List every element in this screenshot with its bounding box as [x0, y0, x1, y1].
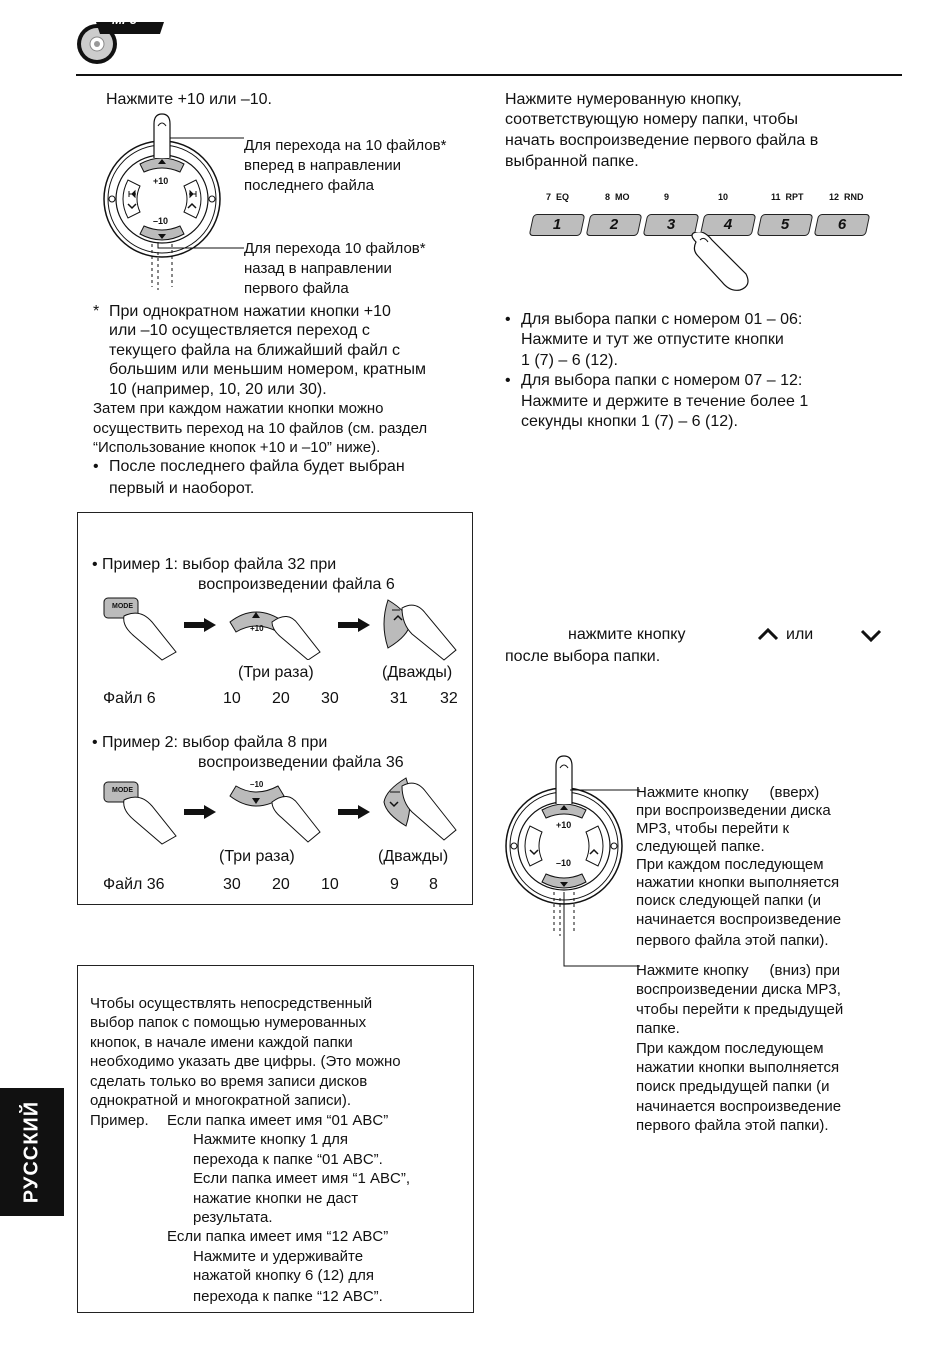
ex2-minus10-label: –10: [250, 780, 264, 789]
preset-button-5[interactable]: 5: [757, 214, 814, 236]
press-button-text: нажмите кнопку: [568, 626, 686, 643]
callout-forward-3: последнего файла: [244, 177, 374, 194]
preset-button-3[interactable]: 3: [643, 214, 700, 236]
up-line-1: Нажмите кнопку (вверх): [636, 784, 820, 801]
ex2-num-1: 30: [223, 876, 241, 893]
bullet-dot: •: [93, 458, 99, 475]
bullet-1-line-2: Нажмите и тут же отпустите кнопки: [521, 331, 784, 348]
ex1-times: (Три раза): [238, 664, 314, 681]
naming-then1-3: Если папка имеет имя “1 ABC”,: [193, 1170, 411, 1187]
down-line-2: воспроизведении диска MP3,: [636, 981, 841, 998]
dial-plus10-label: +10: [153, 176, 169, 186]
ex1-twice: (Дважды): [382, 664, 453, 681]
preset-label-1: 7 EQ: [546, 192, 570, 202]
up-line-8: начинается воспроизведение: [636, 911, 842, 928]
dial-minus10-label: –10: [153, 216, 169, 226]
language-label: РУССКИЙ: [20, 1100, 43, 1204]
down-line-1: Нажмите кнопку (вниз) при: [636, 962, 841, 979]
up-line-5: При каждом последующем: [636, 856, 824, 873]
dial2-minus10-label: –10: [556, 858, 572, 868]
ex1-line-1: • Пример 1: выбор файла 32 при: [92, 556, 337, 573]
naming-line-2: выбор папок с помощью нумерованных: [90, 1014, 367, 1031]
preset-label-3: 9: [664, 192, 670, 202]
bullet-2-dot: •: [505, 372, 511, 389]
naming-if-2: Если папка имеет имя “12 ABC”: [167, 1228, 389, 1245]
down-line-3: чтобы перейти к предыдущей: [636, 1001, 844, 1018]
header-rule: [76, 74, 902, 76]
finger-press-icon: [682, 232, 752, 292]
ex1-next-press-icon: [380, 594, 458, 664]
naming-line-5: сделать только во время записи дисков: [90, 1073, 368, 1090]
footnote-line-3: текущего файла на ближайший файл с: [109, 342, 400, 359]
numbered-intro-3: начать воспроизведение первого файла в: [505, 132, 819, 149]
ex1-num-1: 10: [223, 690, 241, 707]
ex2-times: (Три раза): [219, 848, 295, 865]
bullet-1-line-1: Для выбора папки с номером 01 – 06:: [521, 311, 803, 328]
preset-button-6[interactable]: 6: [814, 214, 871, 236]
bullet-1-line-3: 1 (7) – 6 (12).: [521, 352, 618, 369]
ex1-num-5: 32: [440, 690, 458, 707]
or-text: или: [786, 626, 814, 643]
numbered-intro-1: Нажмите нумерованную кнопку,: [505, 91, 742, 108]
ex1-arrow-1-icon: [184, 618, 216, 632]
naming-line-4: необходимо указать две цифры. (Это можно: [90, 1053, 401, 1070]
instruction-plus-minus: Нажмите +10 или –10.: [106, 91, 272, 108]
up-line-6: нажатии кнопки выполняется: [636, 874, 840, 891]
naming-line-6: однократной и многократной записи).: [90, 1092, 352, 1109]
footnote-line-2: или –10 осуществляется переход с: [109, 322, 370, 339]
preset-label-2: 8 MO: [605, 192, 630, 202]
naming-then1-5: результата.: [193, 1209, 273, 1226]
ex2-line-1: • Пример 2: выбор файла 8 при: [92, 734, 328, 751]
language-side-tab: [0, 1088, 64, 1216]
up-line-9: первого файла этой папки).: [636, 932, 829, 949]
naming-then2-2: нажатой кнопку 6 (12) для: [193, 1267, 374, 1284]
callout-back-3: первого файла: [244, 280, 349, 297]
ex1-line-2: воспроизведении файла 6: [198, 576, 395, 593]
bullet-2-line-1: Для выбора папки с номером 07 – 12:: [521, 372, 803, 389]
ex2-minus10-press-icon: [228, 782, 322, 844]
mp3-badge: MP3: [112, 13, 137, 27]
naming-then2-3: перехода к папке “12 ABC”.: [193, 1288, 383, 1305]
ex2-num-2: 20: [272, 876, 290, 893]
ex2-prev-press-icon: [380, 772, 458, 844]
naming-if-1: Если папка имеет имя “01 ABC”: [167, 1112, 389, 1129]
naming-line-1: Чтобы осуществлять непосредственный: [90, 995, 373, 1012]
ex1-plus10-press-icon: [228, 600, 322, 660]
preset-label-5: 11 RPT: [771, 192, 804, 202]
down-line-8: начинается воспроизведение: [636, 1098, 842, 1115]
down-line-6: нажатии кнопки выполняется: [636, 1059, 840, 1076]
ex2-arrow-1-icon: [184, 805, 216, 819]
up-line-3: MP3, чтобы перейти к: [636, 820, 790, 837]
note-line-1: Затем при каждом нажатии кнопки можно: [93, 400, 384, 417]
preset-label-6: 12 RND: [829, 192, 864, 202]
down-line-4: папке.: [636, 1020, 680, 1037]
ex2-twice: (Дважды): [378, 848, 449, 865]
ex1-mode-label: MODE: [112, 603, 133, 610]
ex2-arrow-2-icon: [338, 805, 370, 819]
down-line-7: поиск предыдущей папки (и: [636, 1078, 830, 1095]
preset-button-4[interactable]: 4: [700, 214, 757, 236]
bullet-line-2: первый и наоборот.: [109, 480, 255, 497]
footnote-line-4: большим или меньшим номером, кратным: [109, 361, 426, 378]
down-line-5: При каждом последующем: [636, 1040, 824, 1057]
ex1-num-4: 31: [390, 690, 408, 707]
plus-minus-dial-icon: [96, 112, 246, 300]
footnote-star: *: [93, 303, 100, 320]
ex2-num-3: 10: [321, 876, 339, 893]
ex1-file: Файл 6: [103, 690, 156, 707]
naming-example-label: Пример.: [90, 1112, 149, 1129]
preset-button-1[interactable]: 1: [529, 214, 586, 236]
naming-then1-4: нажатие кнопки не даст: [193, 1190, 359, 1207]
bullet-2-line-2: Нажмите и держите в течение более 1: [521, 393, 809, 410]
callout-back-1: Для перехода 10 файлов*: [244, 240, 426, 257]
up-line-2: при воспроизведении диска: [636, 802, 831, 819]
after-folder-text: после выбора папки.: [505, 648, 661, 665]
preset-button-2[interactable]: 2: [586, 214, 643, 236]
ex2-file: Файл 36: [103, 876, 165, 893]
ex1-num-3: 30: [321, 690, 339, 707]
callout-forward-2: вперед в направлении: [244, 157, 402, 174]
footnote-line-1: При однократном нажатии кнопки +10: [109, 303, 391, 320]
naming-line-3: кнопок, в начале имени каждой папки: [90, 1034, 353, 1051]
ex2-num-4: 9: [390, 876, 399, 893]
up-line-7: поиск следующей папки (и: [636, 892, 821, 909]
naming-then2-1: Нажмите и удерживайте: [193, 1248, 364, 1265]
ex1-plus10-label: +10: [250, 624, 264, 633]
ex1-arrow-2-icon: [338, 618, 370, 632]
naming-then1-1: Нажмите кнопку 1 для: [193, 1131, 348, 1148]
preset-label-4: 10: [718, 192, 729, 202]
chevron-up-icon: [757, 627, 779, 641]
callout-forward-1: Для перехода на 10 файлов*: [244, 137, 447, 154]
ex2-mode-label: MODE: [112, 787, 133, 794]
ex2-num-5: 8: [429, 876, 438, 893]
callout-back-2: назад в направлении: [244, 260, 392, 277]
ex2-line-2: воспроизведении файла 36: [198, 754, 404, 771]
footnote-line-5: 10 (например, 10, 20 или 30).: [109, 381, 327, 398]
note-line-3: “Использование кнопок +10 и –10” ниже).: [93, 439, 381, 456]
numbered-intro-4: выбранной папке.: [505, 153, 639, 170]
down-line-9: первого файла этой папки).: [636, 1117, 829, 1134]
chevron-down-icon: [860, 629, 882, 643]
bullet-1-dot: •: [505, 311, 511, 328]
numbered-intro-2: соответствующую номеру папки, чтобы: [505, 111, 798, 128]
bullet-2-line-3: секунды кнопки 1 (7) – 6 (12).: [521, 413, 738, 430]
note-line-2: осуществить переход на 10 файлов (см. раздел: [93, 420, 428, 437]
ex1-num-2: 20: [272, 690, 290, 707]
dial2-plus10-label: +10: [556, 820, 572, 830]
up-line-4: следующей папке.: [636, 838, 765, 855]
bullet-line-1: После последнего файла будет выбран: [109, 458, 405, 475]
naming-then1-2: перехода к папке “01 ABC”.: [193, 1151, 383, 1168]
